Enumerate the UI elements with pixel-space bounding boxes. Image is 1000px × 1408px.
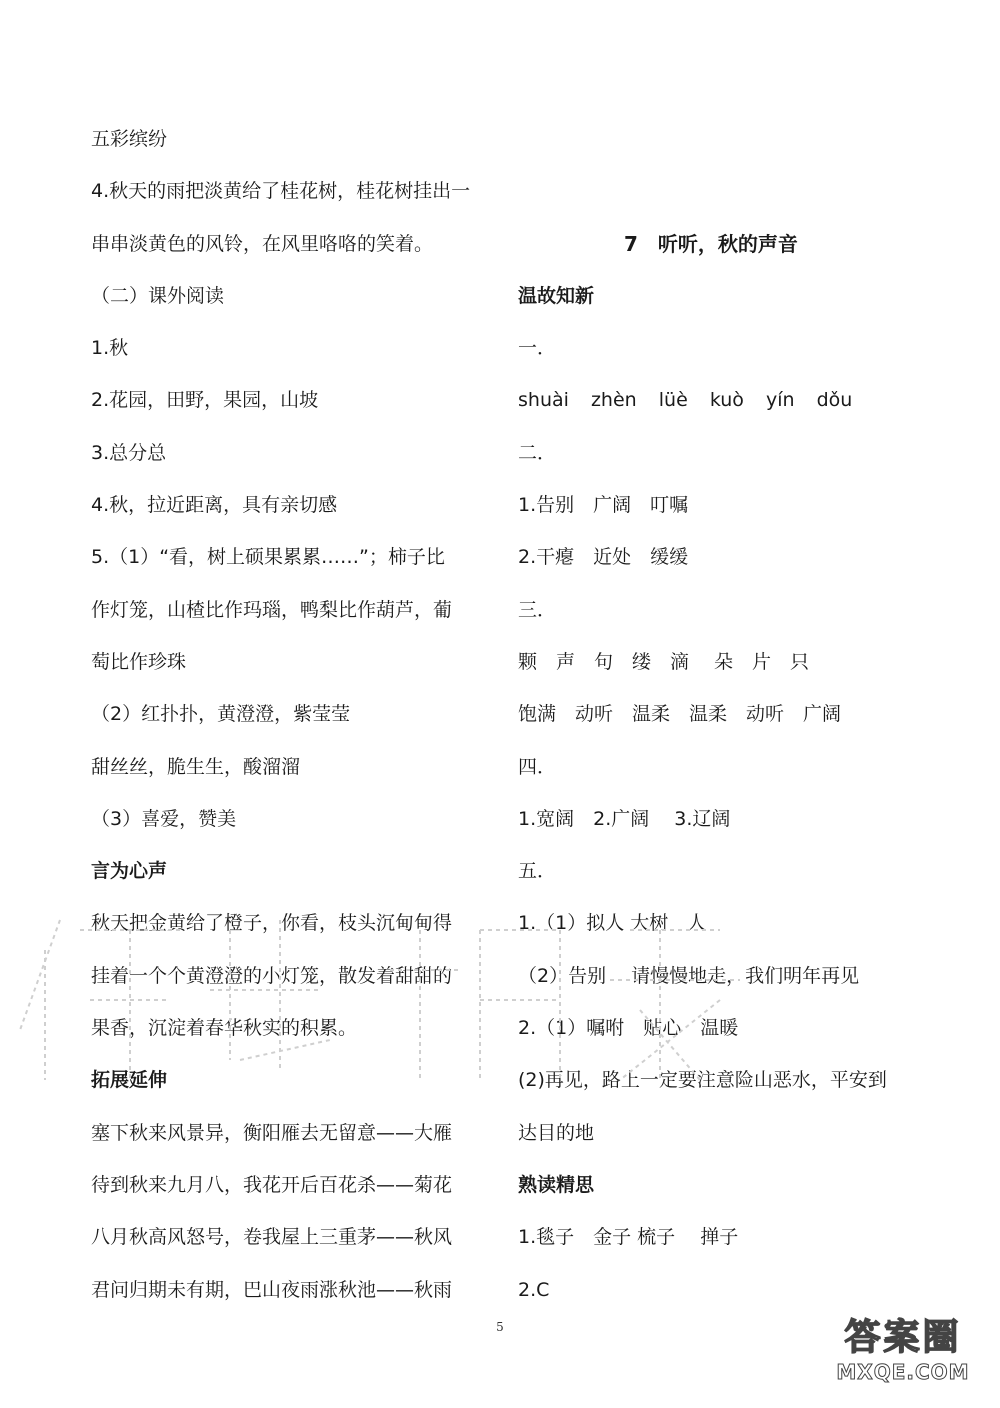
section-heading: 温故知新 [518,284,595,307]
text-line: 2.C [518,1278,550,1301]
question-number: 一． [518,337,557,360]
section-heading: 熟读精思 [518,1173,595,1196]
pinyin-item: shuài [518,389,569,412]
text-line: 挂着一个个黄澄澄的小灯笼，散发着甜甜的 [91,964,453,987]
pinyin-item: zhèn [590,389,637,412]
text-line: 3.总分总 [91,441,167,464]
section-heading: 拓展延伸 [91,1069,168,1092]
left-column [91,113,491,1316]
text-line: 果香，沉淀着春华秋实的积累。 [91,1017,358,1040]
text-line: （3）喜爱，赞美 [91,807,237,830]
pinyin-item: yín [765,389,795,412]
text-line: 待到秋来九月八，我花开后百花杀——菊花 [91,1173,453,1196]
text-line: 1.告别 广阔 叮嘱 [518,494,689,517]
text-line: 4.秋天的雨把淡黄给了桂花树，桂花树挂出一 [91,180,471,203]
pinyin-row [518,374,948,426]
text-line: 达目的地 [518,1121,595,1144]
logo-text: 答案圈 [844,1317,962,1358]
pinyin-item: dǒu [816,389,853,412]
text-line: 五彩缤纷 [91,128,168,150]
pinyin-item: kuò [709,389,744,412]
text-line: 八月秋高风怒号，卷我屋上三重茅——秋风 [91,1226,453,1249]
section-heading: （二）课外阅读 [91,284,225,307]
question-number: 五． [518,860,557,883]
text-line: 饱满 动听 温柔 温柔 动听 广阔 [518,703,842,726]
text-line: 串串淡黄色的风铃，在风里咯咯的笑着。 [91,232,434,255]
text-line: 甜丝丝，脆生生，酸溜溜 [91,755,301,778]
lesson-title: 7 听听，秋的声音 [624,231,798,256]
question-number: 四． [518,755,557,778]
text-line: (2)再见，路上一定要注意险山恶水，平安到 [518,1069,887,1092]
logo-domain: MXQE.COM [836,1360,970,1384]
text-line: 5.（1）“看，树上硕果累累……”；柿子比 [91,546,445,569]
text-line: 2.（1）嘱咐 贴心 温暖 [518,1017,739,1040]
page-number: 5 [496,1320,504,1334]
text-line: 2.干瘪 近处 缓缓 [518,546,689,569]
text-line: 秋天把金黄给了橙子，你看，枝头沉甸甸得 [91,912,453,935]
section-heading: 言为心声 [91,860,168,883]
text-line: 塞下秋来风景异，衡阳雁去无留意——大雁 [91,1121,453,1144]
text-line: 作灯笼，山楂比作玛瑙，鸭梨比作葫芦，葡 [91,598,453,621]
text-line: （2）告别 请慢慢地走，我们明年再见 [518,964,860,987]
text-line: 君问归期未有期，巴山夜雨涨秋池——秋雨 [91,1278,453,1301]
text-line: （2）红扑扑，黄澄澄，紫莹莹 [91,703,351,726]
text-line: 颗 声 句 缕 滴 朵 片 只 [518,650,810,673]
text-line: 1.（1）拟人 大树 人 [518,912,707,935]
text-line: 1.秋 [91,337,129,360]
right-column [518,113,948,1316]
pinyin-item: lüè [658,389,688,412]
text-line: 1.毯子 金子 梳子 掸子 [518,1226,739,1249]
question-number: 二． [518,441,557,464]
text-line: 萄比作珍珠 [91,650,187,673]
question-number: 三． [518,598,557,621]
text-line: 4.秋，拉近距离，具有亲切感 [91,494,338,517]
text-line: 2.花园，田野，果园，山坡 [91,389,319,412]
text-line: 1.宽阔 2.广阔 3.辽阔 [518,807,731,830]
